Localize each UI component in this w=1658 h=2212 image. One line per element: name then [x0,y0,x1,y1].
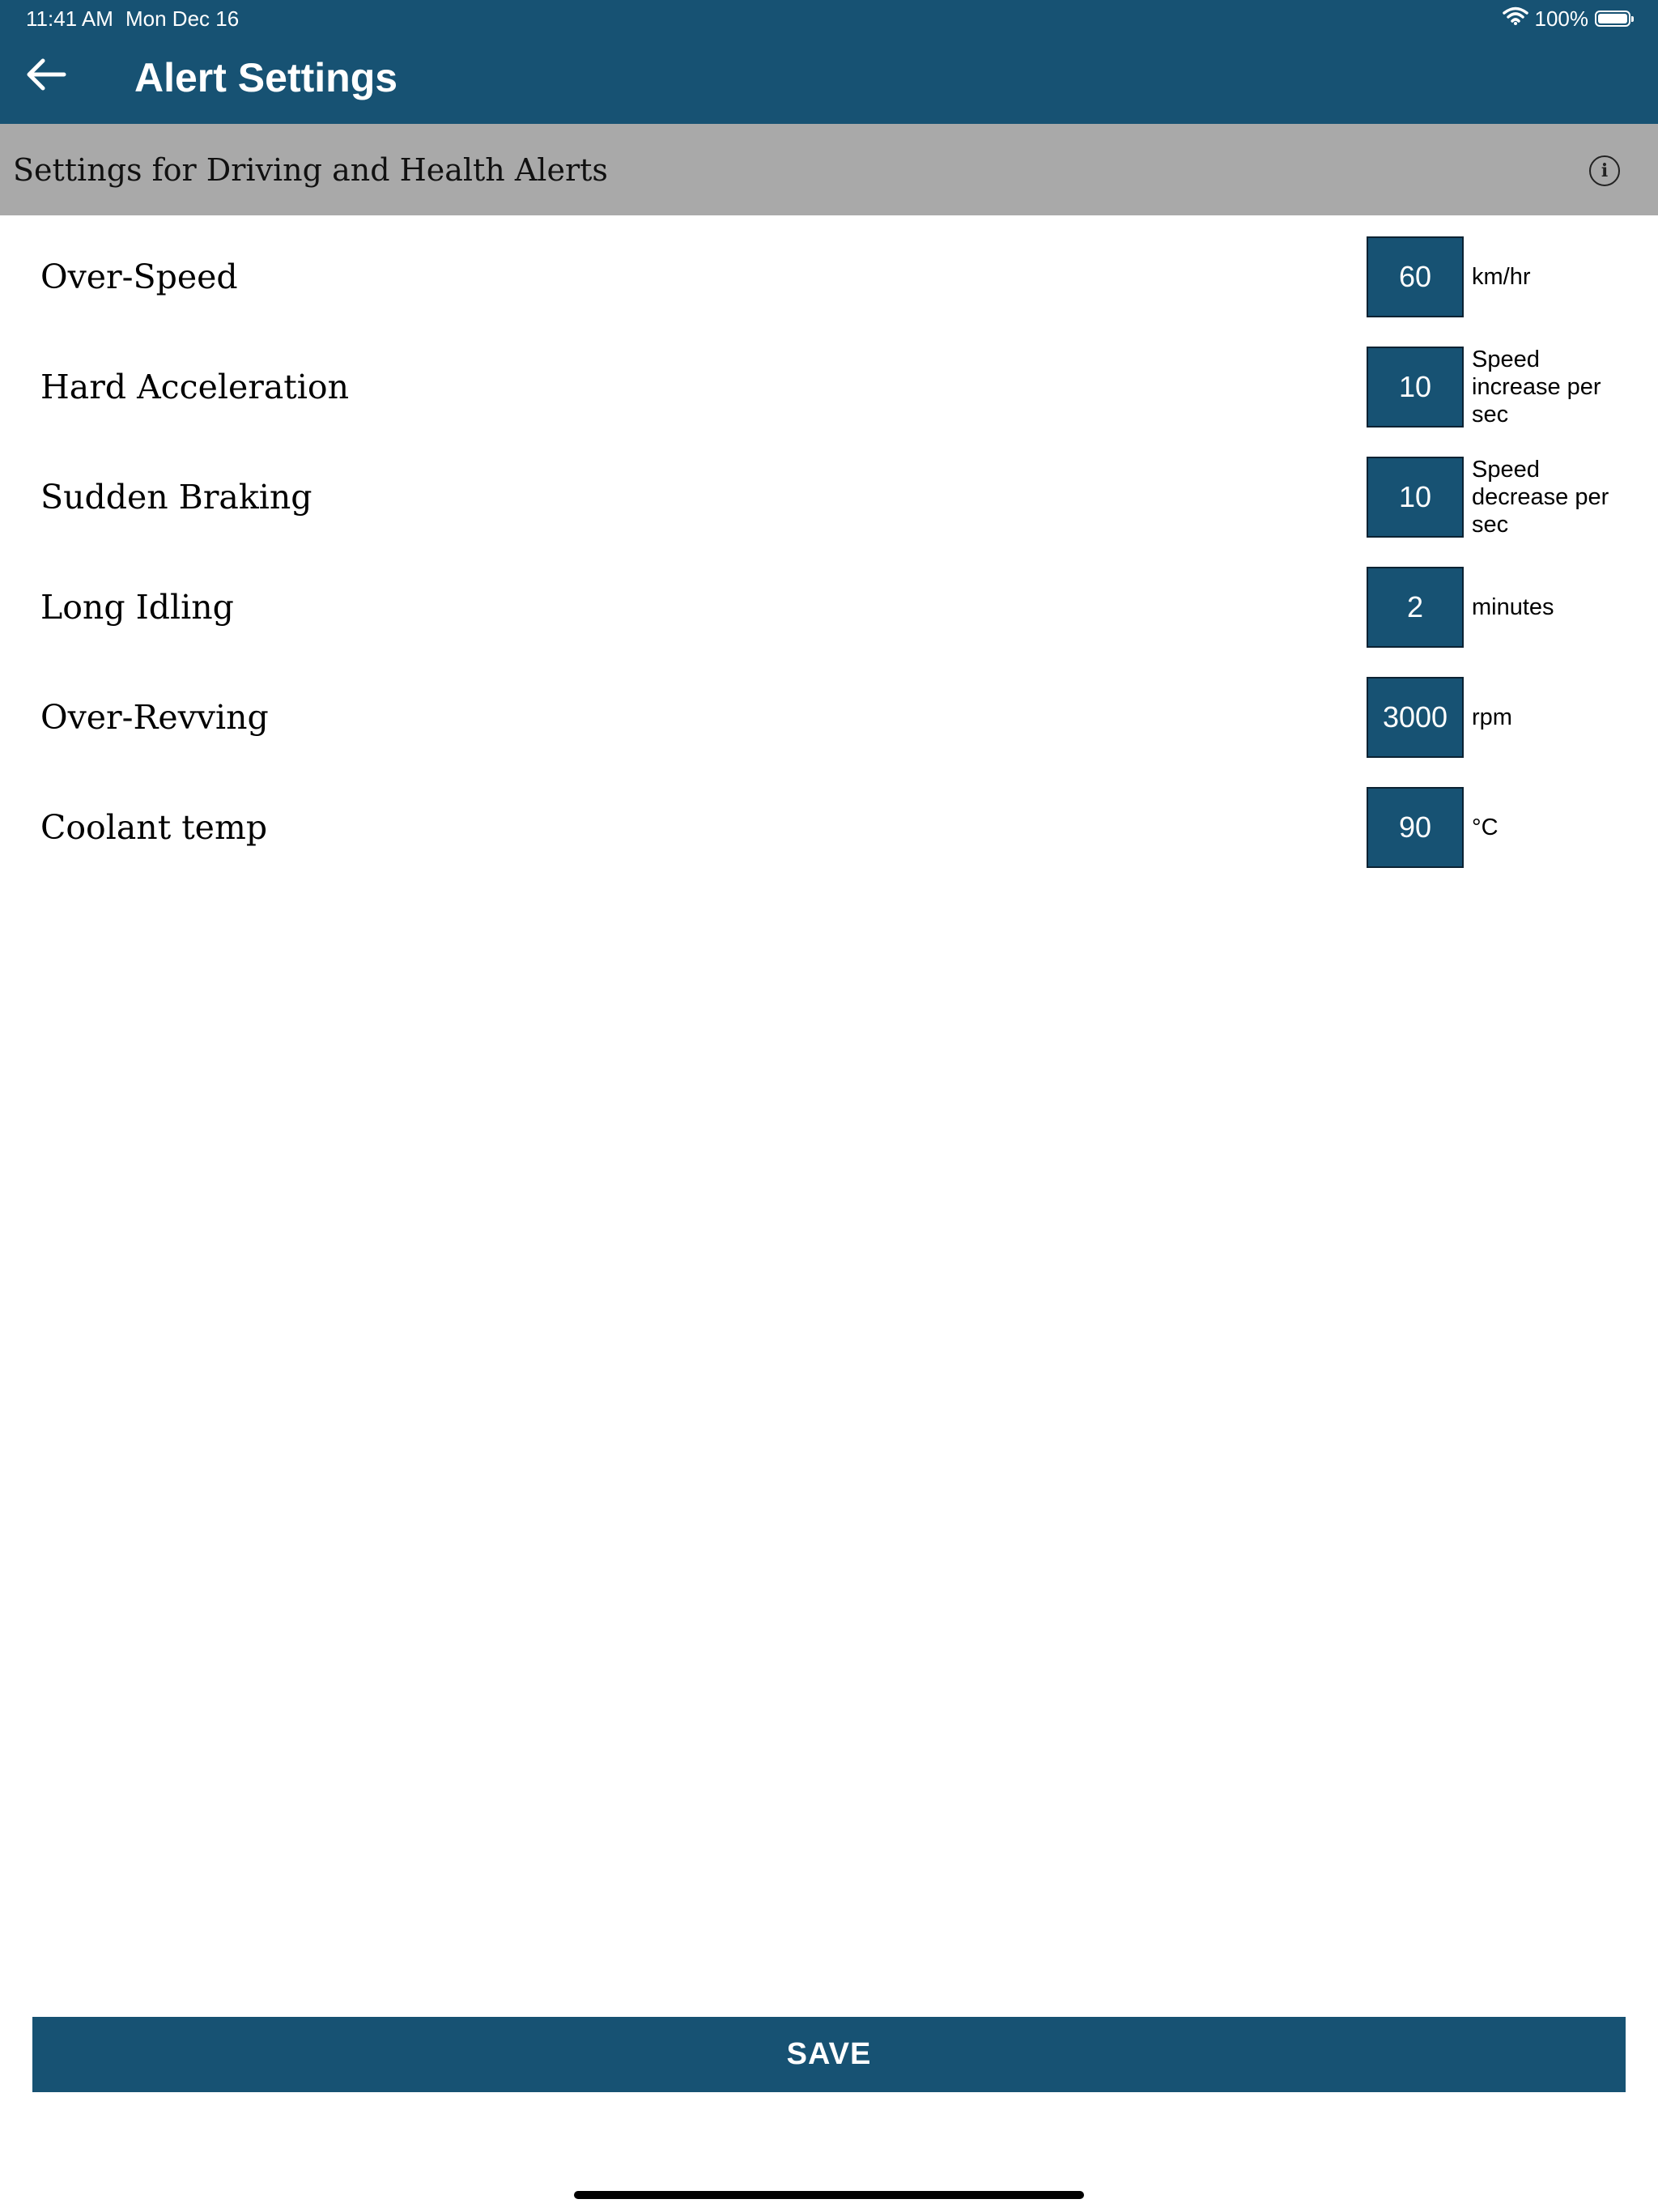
info-icon[interactable] [1589,155,1620,186]
setting-unit: minutes [1472,594,1554,620]
back-button[interactable] [23,55,70,97]
setting-row-over-speed [0,236,1658,317]
long-idling-input[interactable] [1367,567,1464,648]
sudden-braking-input[interactable] [1367,457,1464,538]
setting-label: Long Idling [40,588,234,627]
section-title: Settings for Driving and Health Alerts [13,152,608,188]
app-header [0,0,1658,124]
page-title: Alert Settings [134,55,398,100]
wifi-icon [1503,6,1528,32]
setting-row-coolant-temp [0,787,1658,868]
save-button[interactable]: SAVE [32,2017,1626,2092]
over-revving-input[interactable] [1367,677,1464,758]
over-speed-input[interactable] [1367,236,1464,317]
setting-unit: Speed decrease per sec [1472,457,1609,538]
setting-label: Hard Acceleration [40,368,349,406]
status-indicators [1503,5,1631,32]
setting-label: Over-Speed [40,257,238,296]
setting-unit: km/hr [1472,264,1531,290]
setting-label: Sudden Braking [40,478,312,517]
home-indicator [574,2191,1084,2199]
section-header [0,124,1658,215]
status-time: 11:41 AM [26,6,113,31]
setting-label: Coolant temp [40,808,268,847]
setting-unit: Speed increase per sec [1472,347,1601,428]
setting-row-over-revving [0,677,1658,758]
arrow-left-icon [25,57,67,96]
setting-unit: rpm [1472,704,1512,730]
setting-row-sudden-braking [0,457,1658,538]
status-date: Mon Dec 16 [125,6,240,31]
setting-row-hard-acceleration [0,347,1658,428]
setting-row-long-idling [0,567,1658,648]
hard-acceleration-input[interactable] [1367,347,1464,428]
setting-unit: °C [1472,815,1499,840]
coolant-temp-input[interactable] [1367,787,1464,868]
battery-percentage: 100% [1534,6,1588,31]
setting-label: Over-Revving [40,698,269,737]
battery-icon [1595,11,1630,27]
info-glyph: i [1601,160,1609,181]
